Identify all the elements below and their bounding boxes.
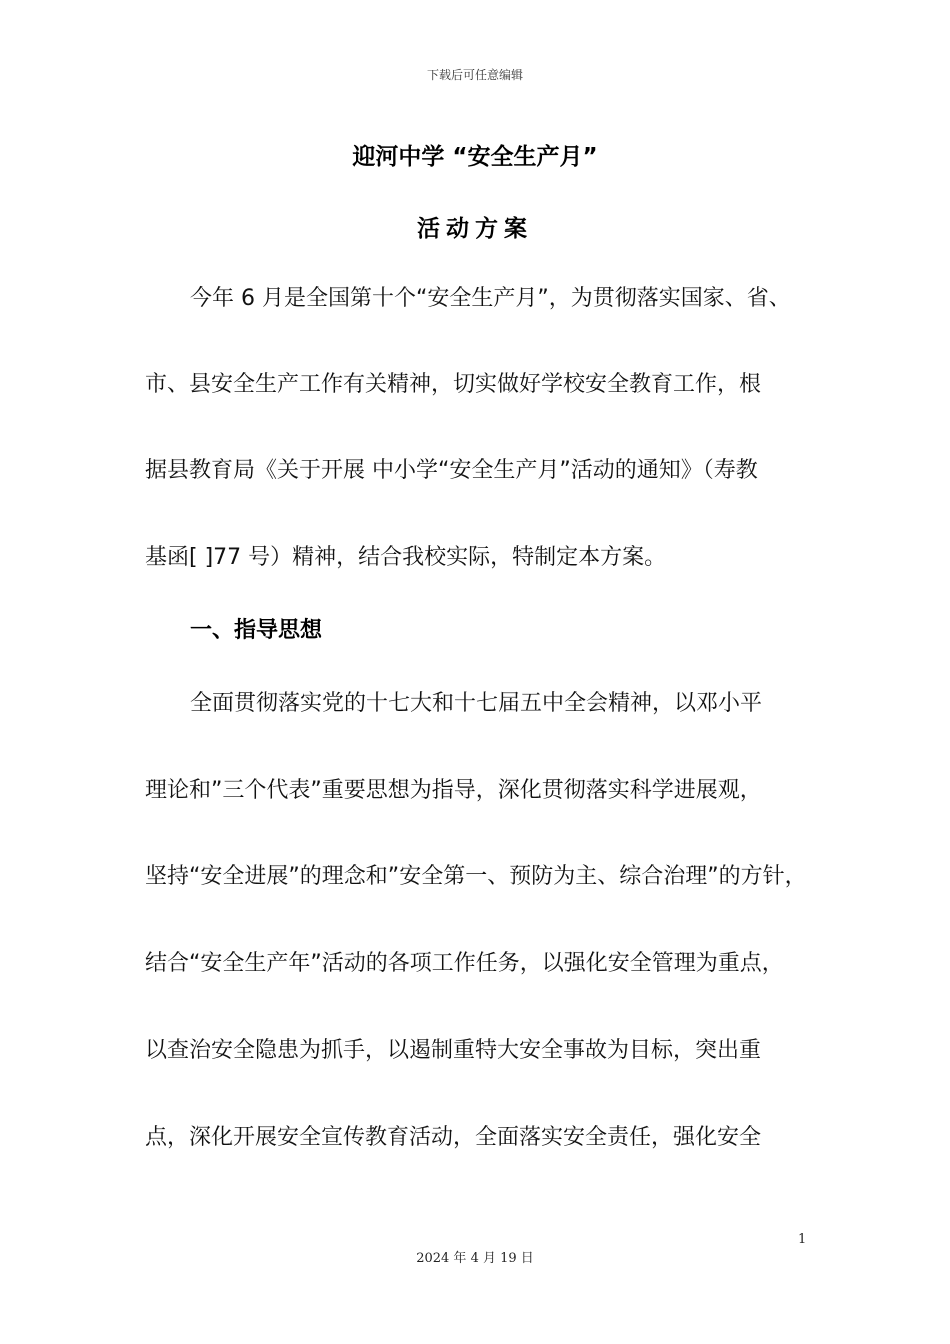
section1-line-1: 全面贯彻落实党的十七大和十七届五中全会精神，以邓小平: [190, 691, 763, 716]
section1-line-3: 坚持“安全进展”的理念和”安全第一、预防为主、综合治理”的方针，: [145, 864, 807, 889]
section1-line-6: 点，深化开展安全宣传教育活动，全面落实安全责任，强化安全: [145, 1125, 762, 1150]
section1-line-4: 结合“安全生产年”活动的各项工作任务，以强化安全管理为重点，: [145, 951, 784, 976]
document-subtitle: 活动方案: [417, 216, 533, 242]
section1-line-2: 理论和”三个代表”重要思想为指导，深化贯彻落实科学进展观，: [145, 778, 762, 803]
intro-line-1: 今年 6 月是全国第十个“安全生产月”，为贯彻落实国家、省、: [190, 286, 791, 311]
page-header-note: 下载后可任意编辑: [426, 68, 523, 82]
page-number: 1: [798, 1232, 807, 1247]
document-title: 迎河中学 “安全生产月”: [352, 144, 598, 170]
section1-line-5: 以查治安全隐患为抓手，以遏制重特大安全事故为目标，突出重: [145, 1038, 762, 1063]
page-footer-date: 2024 年 4 月 19 日: [416, 1251, 534, 1266]
intro-line-2: 市、县安全生产工作有关精神，切实做好学校安全教育工作，根: [145, 372, 762, 397]
section-heading-guiding-ideology: 一、指导思想: [190, 618, 323, 643]
intro-line-4: 基函[ ]77 号）精神，结合我校实际，特制定本方案。: [145, 545, 667, 570]
intro-line-3: 据县教育局《关于开展 中小学“安全生产月”活动的通知》（寿教: [145, 458, 758, 483]
